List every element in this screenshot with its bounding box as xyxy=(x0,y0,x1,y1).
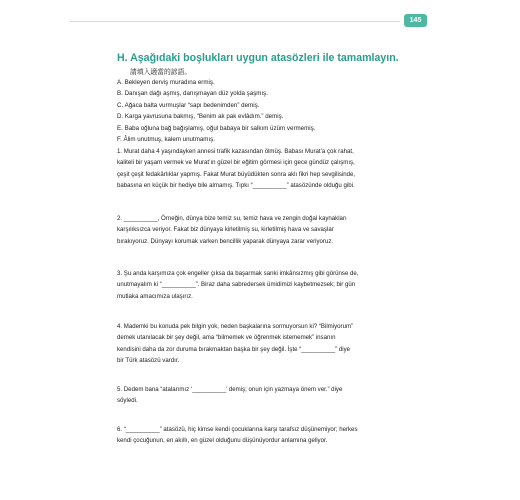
question-line: babasına en küçük bir hediye bile almamış. Tıpkı “__________” atasözünde olduğu gibi. xyxy=(117,182,355,190)
question-line: bir Türk atasözü vardır. xyxy=(117,357,180,365)
proverb-option-e: E. Baba oğluna bağ bağışlamış, oğul babaya bir salkım üzüm vermemiş. xyxy=(117,124,316,132)
proverb-option-b: B. Danışan dağı aşmış, danışmayan düz yolda şaşmış. xyxy=(117,90,268,98)
question-line: 5. Dedem bana “atalarımız ‘__________’ demiş; onun için yazmaya önem ver.” diye xyxy=(117,386,343,393)
question-line: karşılıksızca veriyor. Fakat biz dünyaya kirletilmiş su, kirletilmiş hava ve savaşlar xyxy=(117,226,334,234)
question-line: 2. __________, Örneğin, dünya bize temiz su, temiz hava ve zengin doğal kaynakları xyxy=(117,215,347,222)
question-3 xyxy=(117,268,417,302)
proverb-options-list xyxy=(117,77,417,145)
proverb-option-c: C. Ağaca balta vurmuşlar “sapı bedenimden” demiş. xyxy=(117,101,260,109)
question-line: 1. Murat daha 4 yaşındayken annesi trafik kazasından ölmüş. Babası Murat’a çok rahat, xyxy=(117,148,354,155)
question-line: kaliteli bir yaşam vermek ve Murat’ın güzel bir eğitim görmesi için gece gündüz çalışmış, xyxy=(117,159,355,167)
proverb-option-d: D. Karga yavrusuna bakmış, “Benim ak pak evlâdım.” demiş. xyxy=(117,113,284,121)
exercise-subtitle: 請填入適當的諺語。 xyxy=(130,69,192,76)
question-line: kendisini daha da zor duruma bırakmaktan başka bir şey değil. İşte “__________” diye xyxy=(117,345,351,353)
question-4 xyxy=(117,321,417,367)
question-line: söyledi. xyxy=(117,397,138,405)
page-number-badge: 145 xyxy=(404,14,427,27)
question-5 xyxy=(117,384,417,407)
exercise-heading: H. Aşağıdaki boşlukları uygun atasözleri ile tamamlayın. xyxy=(117,52,399,64)
question-line: unutmayalım ki “__________”. Biraz daha sabredersek ümidimizi kaybetmezsek; bir gün xyxy=(117,281,356,289)
question-line: kendi çocuğunun, en akıllı, en güzel olduğunu düşünüyordur anlamına geliyor. xyxy=(117,437,328,445)
proverb-option-a: A. Bekleyen derviş muradına ermiş. xyxy=(117,79,215,86)
header-rule xyxy=(70,21,400,22)
question-line: çeşit çeşit fedakârlıklar yapmış. Fakat Murat büyüdükten sonra aklı fikri hep sevgilisinde, xyxy=(117,170,356,178)
question-6 xyxy=(117,424,417,447)
proverb-option-f: F. Âlim unutmuş, kalem unutmamış. xyxy=(117,136,215,144)
question-line: 6. “__________” atasözü, hiç kimse kendi çocuklarına karşı tarafsız düşünemiyor; herkes xyxy=(117,426,358,433)
question-line: mutlaka amacımıza ulaşırız. xyxy=(117,292,193,300)
question-2 xyxy=(117,213,417,247)
question-1 xyxy=(117,146,417,192)
question-line: 4. Mademki bu konuda pek bilgin yok, neden başkalarına sormuyorsun ki? “Bilmiyorum” xyxy=(117,323,354,330)
question-line: demek utanılacak bir şey değil, ama “bilmemek ve öğrenmek istememek” insanın xyxy=(117,334,336,342)
question-line: bırakıyoruz. Dünyayı korumak varken bencillik yaparak dünyaya zarar veriyoruz. xyxy=(117,237,334,245)
question-line: 3. Şu anda karşımıza çok engeller çıksa da başarmak sanki imkânsızmış gibi görünse de, xyxy=(117,270,359,277)
